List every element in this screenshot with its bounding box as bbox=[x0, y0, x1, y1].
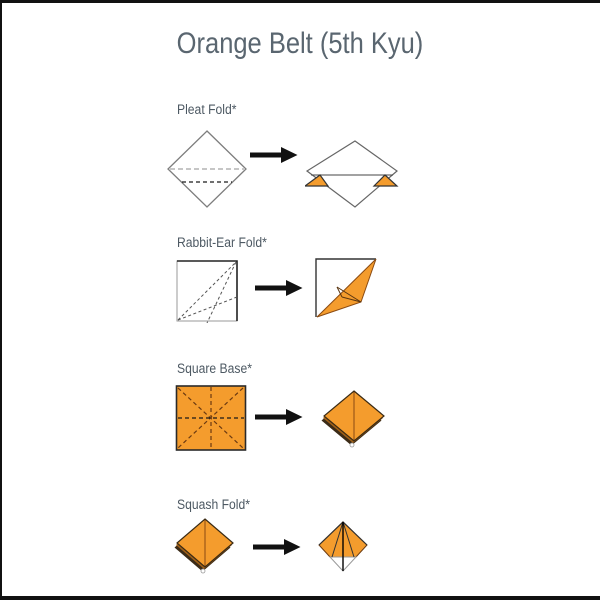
page-title: Orange Belt (5th Kyu) bbox=[176, 27, 424, 60]
arrow-shape bbox=[250, 147, 298, 163]
fold-label: Squash Fold* bbox=[177, 497, 250, 512]
arrow-right-icon bbox=[255, 279, 303, 297]
arrow-right-icon bbox=[255, 408, 303, 426]
fold-label: Square Base* bbox=[177, 361, 252, 376]
rabbit-ear-fold-before-diagram bbox=[176, 259, 238, 323]
squash-fold-before-diagram bbox=[174, 516, 236, 576]
rabbit-ear-fold-after-diagram bbox=[315, 257, 377, 319]
open-point-marker bbox=[201, 569, 205, 573]
arrow-shape bbox=[255, 409, 303, 425]
fold-label: Rabbit-Ear Fold* bbox=[177, 235, 267, 250]
square-base-before-diagram bbox=[175, 384, 247, 452]
squash-fold-after-diagram bbox=[317, 521, 369, 573]
arrow-right-icon bbox=[253, 538, 301, 556]
paper-outline bbox=[307, 141, 397, 207]
pleat-fold-after-diagram bbox=[305, 139, 399, 209]
arrow-shape bbox=[255, 280, 303, 296]
pleat-fold-before-diagram bbox=[167, 129, 247, 209]
arrow-right-icon bbox=[250, 146, 298, 164]
square-base-after-diagram bbox=[321, 388, 387, 452]
rabbit-ear-flap bbox=[317, 259, 376, 317]
fold-label: Pleat Fold* bbox=[177, 102, 237, 117]
arrow-shape bbox=[253, 539, 301, 555]
open-point-marker bbox=[350, 443, 354, 447]
